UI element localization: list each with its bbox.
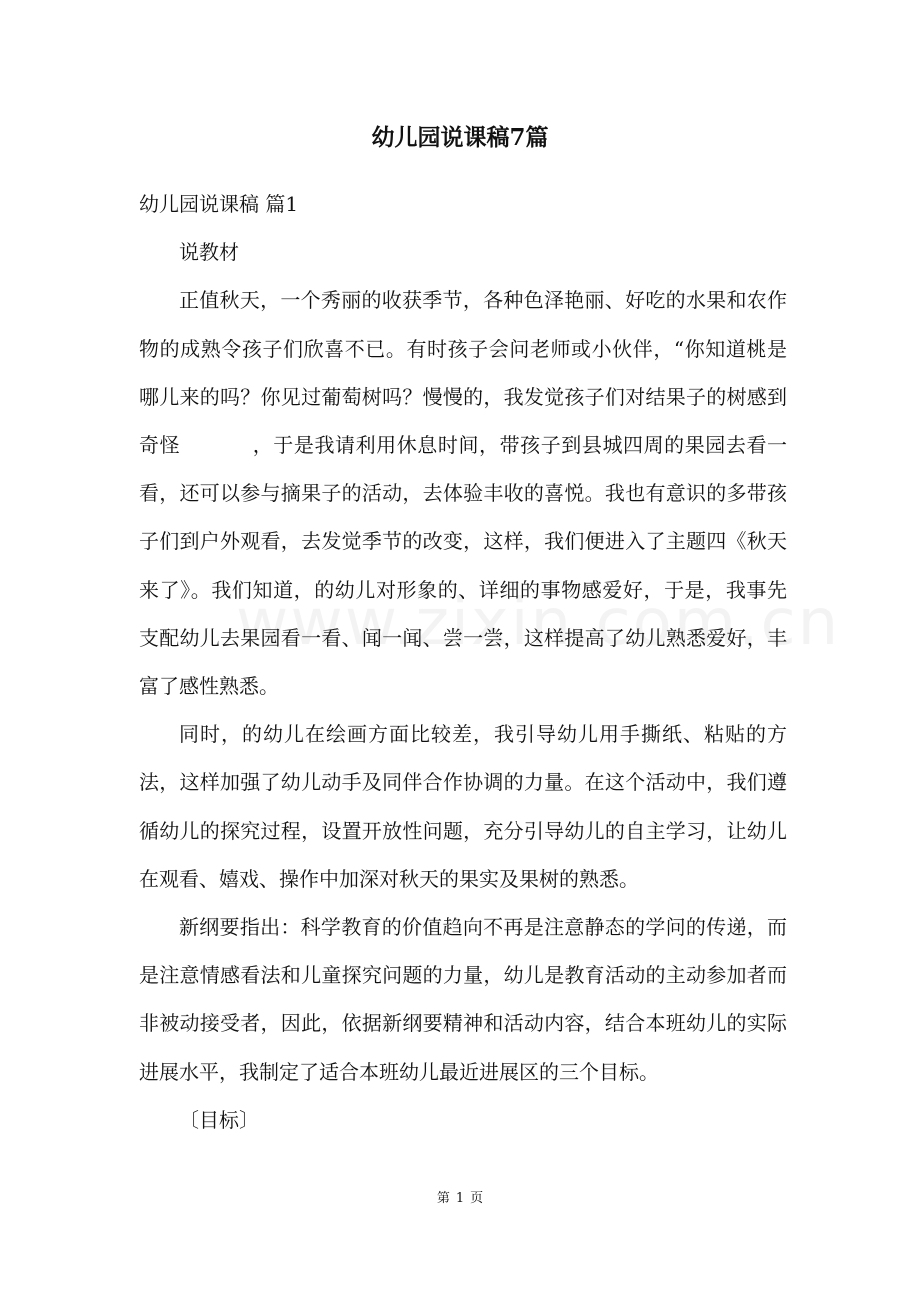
goal-heading: 〔目标〕 xyxy=(179,1107,259,1132)
document-body xyxy=(139,180,787,1144)
subheading-teaching-material: 说教材 xyxy=(179,240,239,265)
paragraph-1-part-b: ，于是我请利用休息时间，带孩子到县城四周的果园去看一看，还可以参与摘果子的活动，去体验丰收的喜悦。我也有意识的多带孩子们到户外观看，去发觉季节的改变，这样，我们便进入了主题四《秋天来了》。我们知道，的幼儿对形象的、详细的事物感爱好，于是，我事先支配幼儿去果园看一看、闻一闻、尝一尝，这样提高了幼儿熟悉爱好，丰富了感性熟悉。 xyxy=(139,433,788,699)
paragraph-1-part-a: 正值秋天，一个秀丽的收获季节，各种色泽艳丽、好吃的水果和农作物的成熟令孩子们欣喜不已。有时孩子会问老师或小伙伴，“你知道桃是哪儿来的吗？你见过葡萄树吗？慢慢的，我发觉孩子们对结果子的树感到奇怪 xyxy=(139,288,787,458)
paragraph-1 xyxy=(139,276,787,710)
section-heading: 幼儿园说课稿 篇1 xyxy=(139,192,299,216)
footer-suffix: 页 xyxy=(470,1191,484,1206)
footer-page-number: 1 xyxy=(455,1191,465,1206)
page-footer xyxy=(0,1189,920,1209)
paragraph-3: 新纲要指出：科学教育的价值趋向不再是注意静态的学问的传递，而是注意情感看法和儿童探究问题的力量，幼儿是教育活动的主动参加者而非被动接受者，因此，依据新纲要精神和活动内容，结合本班幼儿的实际进展水平，我制定了适合本班幼儿最近进展区的三个目标。 xyxy=(139,915,787,1084)
document-title: 幼儿园说课稿7篇 xyxy=(371,124,549,151)
footer-prefix: 第 xyxy=(436,1191,450,1206)
paragraph-2: 同时，的幼儿在绘画方面比较差，我引导幼儿用手撕纸、粘贴的方法，这样加强了幼儿动手及同伴合作协调的力量。在这个活动中，我们遵循幼儿的探究过程，设置开放性问题，充分引导幼儿的自主学习，让幼儿在观看、嬉戏、操作中加深对秋天的果实及果树的熟悉。 xyxy=(139,722,787,891)
